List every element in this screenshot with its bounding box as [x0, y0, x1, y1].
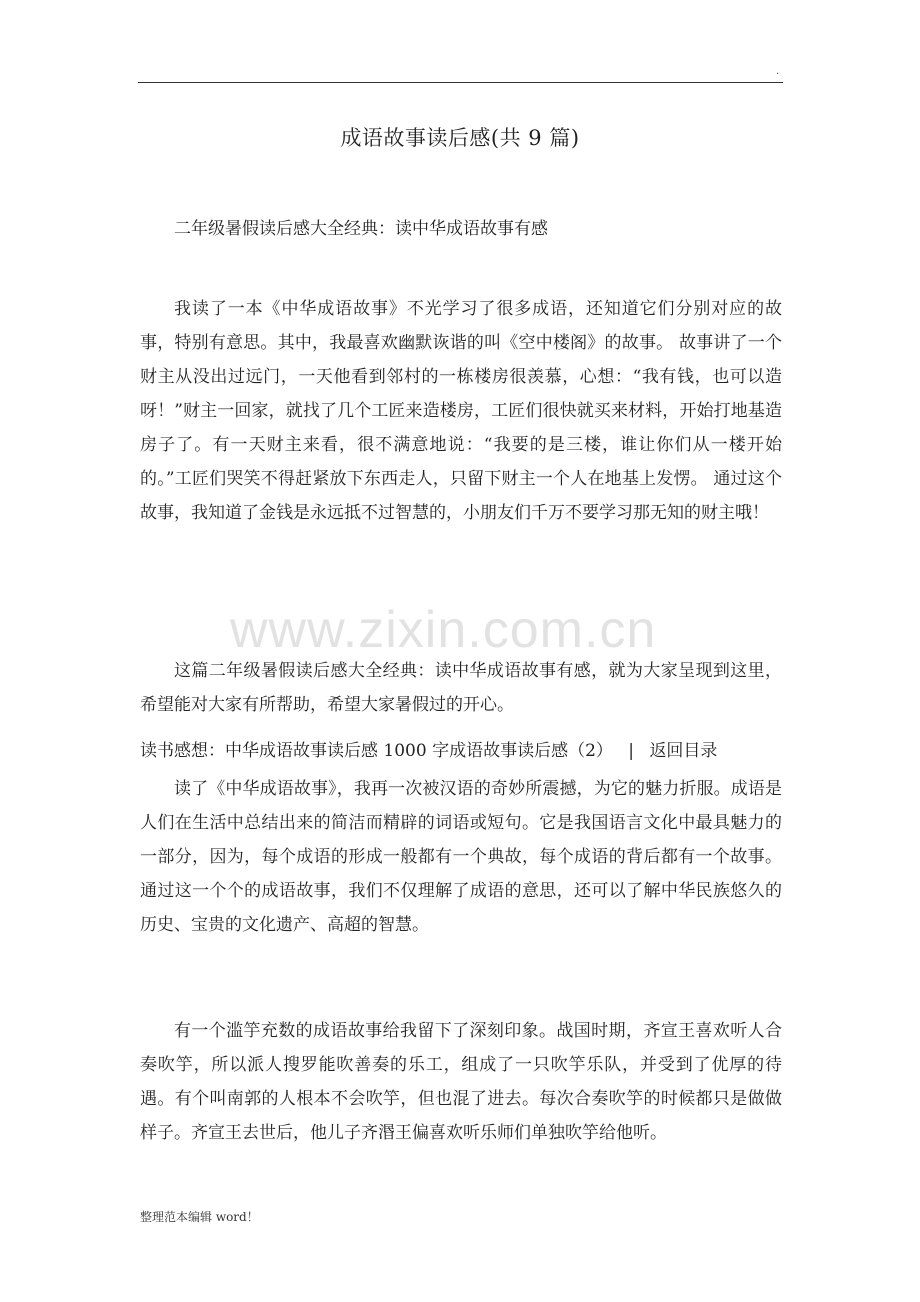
article1-closing: 这篇二年级暑假读后感大全经典：读中华成语故事有感，就为大家呈现到这里，希望能对大家有所帮助，希望大家暑假过的开心。	[140, 661, 782, 715]
toc-line	[140, 734, 782, 768]
header-rule	[138, 82, 783, 83]
toc-line-separator: |	[628, 741, 635, 761]
header-mark: .	[776, 66, 780, 77]
watermark: www.zixin.com.cn	[230, 601, 657, 659]
document-title: 成语故事读后感(共 9 篇)	[340, 126, 580, 150]
article2-paragraph-2: 有一个滥竽充数的成语故事给我留下了深刻印象。战国时期，齐宣王喜欢听人合奏吹竽，所以派人搜罗能吹善奏的乐工，组成了一只吹竽乐队，并受到了优厚的待遇。有个叫南郭的人根本不会吹竽，但也混了进去。每次合奏吹竽的时候都只是做做样子。齐宣王去世后，他儿子齐湣王偏喜欢听乐师们单独吹竽给他听。	[140, 1021, 782, 1143]
article2-paragraph-1: 读了《中华成语故事》，我再一次被汉语的奇妙所震撼，为它的魅力折服。成语是人们在生活中总结出来的简洁而精辟的词语或短句。它是我国语言文化中最具魅力的一部分，因为，每个成语的形成一般都有一个典故，每个成语的背后都有一个故事。通过这一个个的成语故事，我们不仅理解了成语的意思，还可以了解中华民族悠久的历史、宝贵的文化遗产、高超的智慧。	[140, 779, 782, 935]
footer-note: 整理范本编辑 word！	[140, 1210, 259, 1224]
toc-line-text: 读书感想：中华成语故事读后感 1000 字成语故事读后感（2）	[140, 741, 613, 761]
article1-body: 我读了一本《中华成语故事》不光学习了很多成语，还知道它们分别对应的故事，特别有意思。其中，我最喜欢幽默诙谐的叫《空中楼阁》的故事。 故事讲了一个财主从没出过远门，一天他看到邻村的一栋楼房很羡慕，心想：“我有钱，也可以造呀！”财主一回家，就找了几个工匠来造楼房，工匠们很快就买来材料，开始打地基造房子了。有一天财主来看，很不满意地说：“我要的是三楼，谁让你们从一楼开始的。”工匠们哭笑不得赶紧放下东西走人，只留下财主一个人在地基上发愣。 通过这个故事，我知道了金钱是永远抵不过智慧的，小朋友们千万不要学习那无知的财主哦！	[140, 299, 782, 523]
article1-subtitle: 二年级暑假读后感大全经典：读中华成语故事有感	[174, 219, 548, 239]
back-to-toc-link[interactable]: 返回目录	[649, 741, 718, 761]
